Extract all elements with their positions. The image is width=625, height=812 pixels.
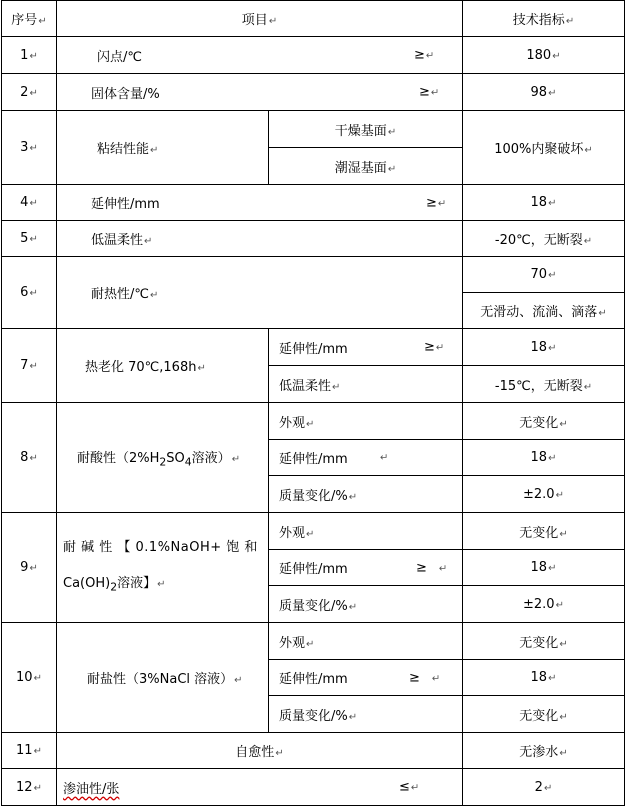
seq-cell: 6↵ <box>2 257 57 329</box>
sub-item-cell: 质量变化/%↵ <box>269 476 463 513</box>
sub-item-cell: 外观↵ <box>269 623 463 660</box>
item-cell: 耐热性/℃↵ <box>57 257 463 329</box>
spec-cell: ±2.0↵ <box>463 476 625 513</box>
seq-cell: 10↵ <box>2 623 57 733</box>
sub-item-cell: 质量变化/%↵ <box>269 696 463 733</box>
sub-item-cell: 延伸性/mm ≥↵ <box>269 329 463 366</box>
table-row <box>2 221 625 257</box>
item-cell: 粘结性能↵ <box>57 111 269 185</box>
spec-cell: 18↵ <box>463 440 625 476</box>
sub-item-cell: 外观↵ <box>269 513 463 550</box>
sub-item-cell: 低温柔性↵ <box>269 366 463 403</box>
item-line-2: $Ca(OH)_2$溶液】↵ <box>63 575 166 594</box>
item-line-1: 耐 碱 性 【 0.1%NaOH+ 饱 和 <box>63 539 258 555</box>
seq-cell: 11↵ <box>2 733 57 769</box>
spec-cell: 18↵ <box>463 329 625 366</box>
seq-cell: 9↵ <box>2 513 57 623</box>
sub-item-cell: 外观↵ <box>269 403 463 440</box>
table-row <box>2 769 625 806</box>
table-row <box>2 329 625 366</box>
spec-cell: 18↵ <box>463 550 625 586</box>
spec-cell: 98↵ <box>463 74 625 111</box>
spec-cell: 18↵ <box>463 660 625 696</box>
spec-cell: 70↵ <box>463 257 625 293</box>
spec-cell: 无变化↵ <box>463 403 625 440</box>
table-row <box>2 111 625 148</box>
item-cell: 耐盐性（3%NaCl 溶液）↵ <box>57 623 269 733</box>
seq-cell: 1↵ <box>2 37 57 74</box>
spec-cell: 18↵ <box>463 185 625 221</box>
table-row <box>2 403 625 440</box>
seq-cell: 3↵ <box>2 111 57 185</box>
header-seq: 序号↵ <box>2 1 57 37</box>
spec-table <box>1 0 625 806</box>
table-row <box>2 513 625 550</box>
seq-cell: 2↵ <box>2 74 57 111</box>
spec-cell: 无变化↵ <box>463 623 625 660</box>
seq-cell: 8↵ <box>2 403 57 513</box>
item-cell: 闪点/℃ ≥↵ <box>57 37 463 74</box>
spec-cell: 无变化↵ <box>463 513 625 550</box>
sub-item-cell: 延伸性/mm ≥ ↵ <box>269 660 463 696</box>
spec-cell: 180↵ <box>463 37 625 74</box>
table-row <box>2 185 625 221</box>
item-cell <box>57 513 269 623</box>
spec-cell: 2↵ <box>463 769 625 806</box>
table-row <box>2 37 625 74</box>
header-spec: 技术指标↵ <box>463 1 625 37</box>
sub-item-cell: 延伸性/mm ↵ <box>269 440 463 476</box>
table-row <box>2 74 625 111</box>
spec-cell: 无滑动、流淌、滴落↵ <box>463 293 625 329</box>
spec-cell: ±2.0↵ <box>463 586 625 623</box>
seq-cell: 4↵ <box>2 185 57 221</box>
seq-cell: 5↵ <box>2 221 57 257</box>
item-cell: 低温柔性↵ <box>57 221 463 257</box>
spec-cell: -20℃，无断裂↵ <box>463 221 625 257</box>
header-row <box>2 1 625 37</box>
spec-cell: 100%内聚破坏↵ <box>463 111 625 185</box>
seq-cell: 7↵ <box>2 329 57 403</box>
table-row <box>2 733 625 769</box>
header-item: 项目↵ <box>57 1 463 37</box>
sub-item-cell: 延伸性/mm ≥ ↵ <box>269 550 463 586</box>
item-cell: 固体含量/% ≥↵ <box>57 74 463 111</box>
item-cell: 热老化 70℃,168h↵ <box>57 329 269 403</box>
spec-cell: 无渗水↵ <box>463 733 625 769</box>
table-row <box>2 257 625 293</box>
spec-cell: 无变化↵ <box>463 696 625 733</box>
spec-cell: -15℃，无断裂↵ <box>463 366 625 403</box>
sub-item-cell: 潮湿基面↵ <box>269 148 463 185</box>
item-cell: 渗油性/张 ≤↵ <box>57 769 463 806</box>
sub-item-cell: 干燥基面↵ <box>269 111 463 148</box>
item-cell: 耐酸性（$2\%H_2SO_4$溶液）↵ <box>57 403 269 513</box>
table-row <box>2 623 625 660</box>
seq-cell: 12↵ <box>2 769 57 806</box>
item-cell: 自愈性↵ <box>57 733 463 769</box>
sub-item-cell: 质量变化/%↵ <box>269 586 463 623</box>
item-cell: 延伸性/mm ≥↵ <box>57 185 463 221</box>
